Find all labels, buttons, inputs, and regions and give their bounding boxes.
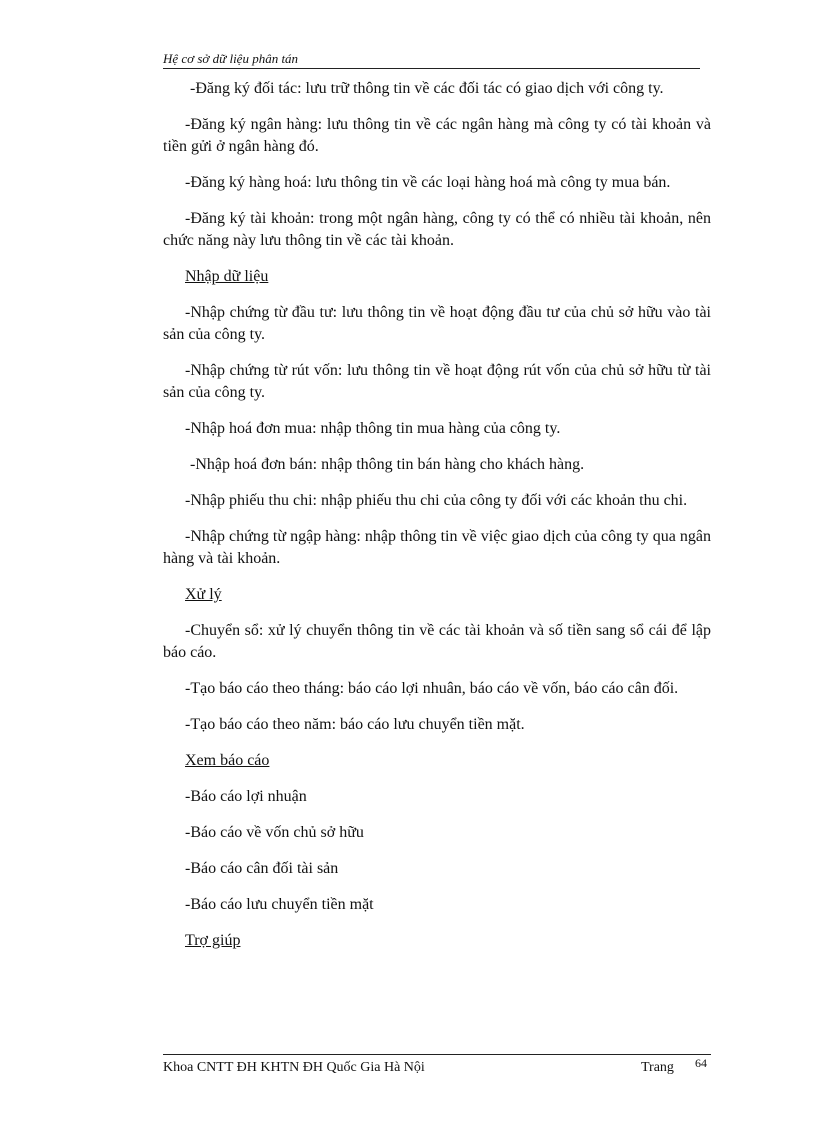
paragraph-receipt-payment: -Nhập phiếu thu chi: nhập phiếu thu chi của công ty đối với các khoản thu chi.: [185, 492, 688, 509]
paragraph-investment-voucher: -Nhập chứng từ đầu tư: lưu thông tin về hoạt động đầu tư của chủ sở hữu vào tài sản của công ty.: [163, 304, 711, 343]
section-title-help: Trợ giúp: [185, 932, 241, 949]
paragraph-withdrawal-voucher: -Nhập chứng từ rút vốn: lưu thông tin về hoạt động rút vốn của chủ sở hữu từ tài sản của công ty.: [163, 362, 711, 401]
header-title: Hệ cơ sở dữ liệu phân tán: [163, 51, 299, 66]
section-title-reports: Xem báo cáo: [185, 752, 270, 769]
paragraph-yearly-report: -Tạo báo cáo theo năm: báo cáo lưu chuyển tiền mặt.: [185, 716, 525, 733]
report-item-balance: -Báo cáo cân đối tài sản: [185, 860, 339, 877]
paragraph-account-registration: -Đăng ký tài khoản: trong một ngân hàng, công ty có thể có nhiều tài khoản, nên chức năng này lưu thông tin về các tài khoản.: [163, 210, 711, 249]
paragraph-ledger-transfer: -Chuyển sổ: xử lý chuyển thông tin về các tài khoản và số tiền sang sổ cái để lập báo cáo.: [163, 622, 711, 661]
footer-page-label: Trang: [641, 1060, 674, 1075]
paragraph-goods-registration: -Đăng ký hàng hoá: lưu thông tin về các loại hàng hoá mà công ty mua bán.: [185, 174, 671, 191]
report-item-cashflow: -Báo cáo lưu chuyển tiền mặt: [185, 896, 374, 913]
paragraph-partner-registration: -Đăng ký đối tác: lưu trữ thông tin về các đối tác có giao dịch với công ty.: [190, 80, 664, 97]
page-header: [163, 52, 700, 69]
report-item-equity: -Báo cáo về vốn chủ sở hữu: [185, 824, 364, 841]
report-item-profit: -Báo cáo lợi nhuận: [185, 788, 307, 805]
document-body: [163, 78, 711, 966]
section-title-input: Nhập dữ liệu: [185, 268, 269, 285]
footer-rule: [163, 1054, 711, 1055]
footer-institution: Khoa CNTT ĐH KHTN ĐH Quốc Gia Hà Nội: [163, 1060, 425, 1075]
paragraph-bank-voucher: -Nhập chứng từ ngập hàng: nhập thông tin về việc giao dịch của công ty qua ngân hàng và tài khoản.: [163, 528, 711, 567]
paragraph-sales-invoice: -Nhập hoá đơn bán: nhập thông tin bán hàng cho khách hàng.: [190, 456, 585, 473]
paragraph-monthly-report: -Tạo báo cáo theo tháng: báo cáo lợi nhuân, báo cáo về vốn, báo cáo cân đối.: [185, 680, 679, 697]
paragraph-bank-registration: -Đăng ký ngân hàng: lưu thông tin về các ngân hàng mà công ty có tài khoản và tiền gửi ở ngân hàng đó.: [163, 116, 711, 155]
paragraph-purchase-invoice: -Nhập hoá đơn mua: nhập thông tin mua hàng của công ty.: [185, 420, 561, 437]
page-number: 64: [695, 1056, 707, 1070]
section-title-process: Xử lý: [185, 586, 222, 603]
